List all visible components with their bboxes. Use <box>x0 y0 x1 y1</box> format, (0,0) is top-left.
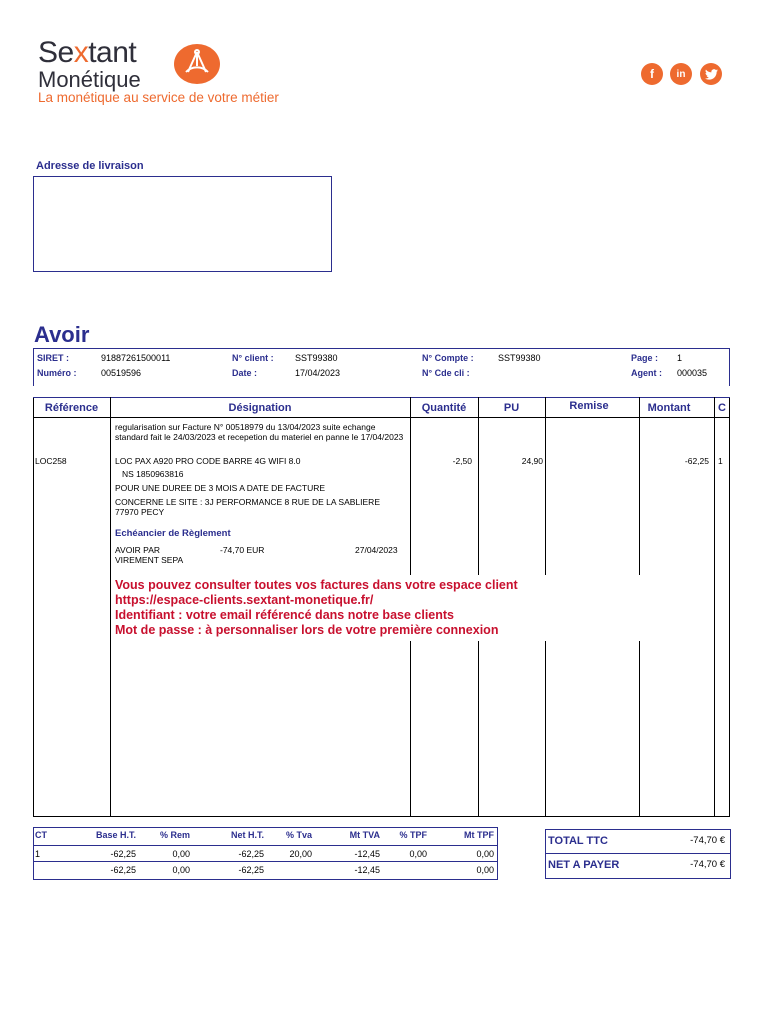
compte-value: SST99380 <box>498 353 541 363</box>
tot-header-mt-tva: Mt TVA <box>349 830 380 840</box>
line-pu: 24,90 <box>521 456 543 466</box>
tot-row1-tpf: 0,00 <box>409 849 427 859</box>
linkedin-icon[interactable]: in <box>670 63 692 85</box>
twitter-icon[interactable] <box>700 63 722 85</box>
col-header-reference: Référence <box>44 402 99 414</box>
echeancier-mode: AVOIR PAR VIREMENT SEPA <box>115 545 184 565</box>
tot-header-tpf: % TPF <box>399 830 427 840</box>
logo-tagline: La monétique au service de votre métier <box>38 90 279 105</box>
delivery-address-title: Adresse de livraison <box>36 160 144 172</box>
col-header-c: C <box>718 402 726 414</box>
tot-row2-mt-tva: -12,45 <box>354 865 380 875</box>
date-label: Date : <box>232 368 258 378</box>
tot-header-base-ht: Base H.T. <box>95 830 136 840</box>
tot-header-ct: CT <box>35 830 47 840</box>
total-ttc-value: -74,70 € <box>690 835 725 846</box>
document-title: Avoir <box>34 322 90 347</box>
tot-row1-ct: 1 <box>35 849 41 859</box>
tot-row1-tva: 20,00 <box>289 849 312 859</box>
tot-row1-rem: 0,00 <box>172 849 190 859</box>
line-designation: LOC PAX A920 PRO CODE BARRE 4G WIFI 8.0 <box>115 456 301 466</box>
page-label: Page : <box>631 353 659 363</box>
sextant-icon <box>174 44 220 84</box>
tot-row1-base-ht: -62,25 <box>110 849 136 859</box>
delivery-address-box <box>33 176 332 272</box>
notice-line-3: Identifiant : votre email référencé dans notre base clients <box>115 608 454 622</box>
numero-label: Numéro : <box>37 368 77 378</box>
echeancier-date: 27/04/2023 <box>355 545 398 555</box>
total-ttc-label: TOTAL TTC <box>548 835 608 847</box>
tot-header-tva: % Tva <box>285 830 312 840</box>
notice-line-4: Mot de passe : à personnaliser lors de votre première connexion <box>115 623 499 637</box>
col-header-pu: PU <box>503 402 520 414</box>
line-duree: POUR UNE DUREE DE 3 MOIS A DATE DE FACTURE <box>115 483 326 493</box>
line-c: 1 <box>718 456 723 466</box>
tot-row2-base-ht: -62,25 <box>110 865 136 875</box>
facebook-icon[interactable]: f <box>641 63 663 85</box>
tot-header-mt-tpf: Mt TPF <box>464 830 494 840</box>
agent-label: Agent : <box>631 368 662 378</box>
echeancier-title: Echéancier de Règlement <box>115 528 231 539</box>
date-value: 17/04/2023 <box>295 368 341 378</box>
siret-value: 91887261500011 <box>101 353 171 363</box>
col-header-montant: Montant <box>647 402 691 414</box>
logo-name-line2: Monétique <box>38 67 141 92</box>
siret-label: SIRET : <box>37 353 70 363</box>
line-quantite: -2,50 <box>452 456 472 466</box>
tot-row1-mt-tpf: 0,00 <box>476 849 494 859</box>
company-logo <box>38 38 141 92</box>
tot-row2-mt-tpf: 0,00 <box>476 865 494 875</box>
col-header-remise: Remise <box>569 400 609 412</box>
tot-row1-net-ht: -62,25 <box>238 849 264 859</box>
compte-label: N° Compte : <box>422 353 474 363</box>
net-a-payer-label: NET A PAYER <box>548 859 620 871</box>
line-serial-number: NS 1850963816 <box>122 469 184 479</box>
tot-row2-rem: 0,00 <box>172 865 190 875</box>
line-montant: -62,25 <box>684 456 709 466</box>
page-value: 1 <box>677 353 683 363</box>
notice-line-1: Vous pouvez consulter toutes vos factures dans votre espace client <box>115 578 518 592</box>
client-label: N° client : <box>232 353 274 363</box>
net-a-payer-value: -74,70 € <box>690 859 725 870</box>
tot-row2-net-ht: -62,25 <box>238 865 264 875</box>
notice-url[interactable]: https://espace-clients.sextant-monetique.fr/ <box>115 593 374 607</box>
agent-value: 000035 <box>677 368 708 378</box>
tot-header-net-ht: Net H.T. <box>230 830 264 840</box>
tot-header-rem: % Rem <box>159 830 190 840</box>
echeancier-amount: -74,70 EUR <box>220 545 265 555</box>
tot-row1-mt-tva: -12,45 <box>354 849 380 859</box>
regularisation-text: regularisation sur Facture N° 00518979 du 13/04/2023 suite echange standard fait le 24/03/2023 et recepetion du materiel en panne le 17/04/2023 <box>115 422 404 442</box>
col-header-quantite: Quantité <box>421 402 467 414</box>
logo-name-line1: Sextant <box>38 36 137 69</box>
numero-value: 00519596 <box>101 368 142 378</box>
col-header-designation: Désignation <box>228 402 292 414</box>
line-reference: LOC258 <box>35 456 67 466</box>
cde-cli-label: N° Cde cli : <box>422 368 470 378</box>
line-site: CONCERNE LE SITE : 3J PERFORMANCE 8 RUE DE LA SABLIERE 77970 PECY <box>115 497 380 517</box>
client-value: SST99380 <box>295 353 338 363</box>
